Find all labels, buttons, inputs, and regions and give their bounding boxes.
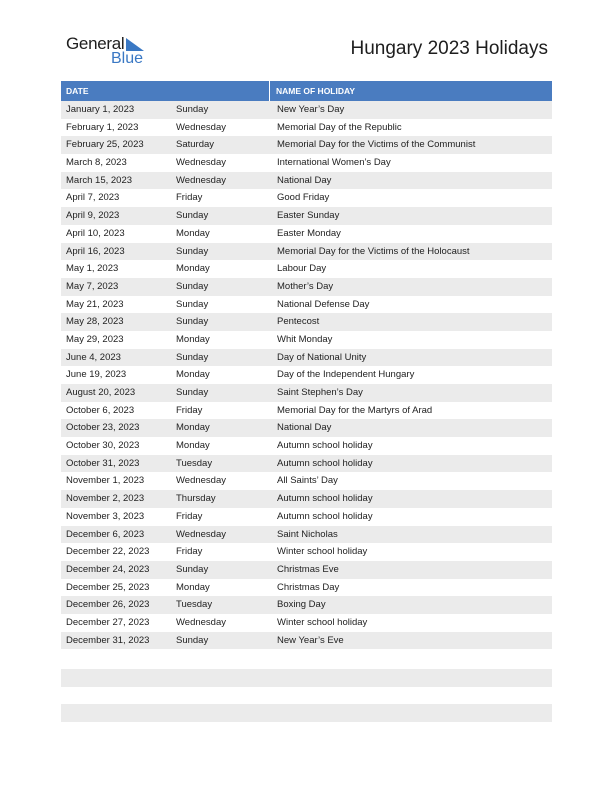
weekday-cell: Monday — [176, 581, 210, 593]
table-row — [61, 561, 552, 579]
table-row — [61, 260, 552, 278]
table-row — [61, 119, 552, 137]
date-cell: January 1, 2023 — [66, 104, 135, 115]
date-cell: May 21, 2023 — [66, 298, 124, 310]
holiday-name-cell: Autumn school holiday — [277, 493, 373, 505]
weekday-cell: Saturday — [176, 139, 215, 151]
date-cell: April 9, 2023 — [66, 210, 120, 222]
weekday-cell: Monday — [176, 440, 210, 452]
table-header — [61, 81, 552, 101]
holiday-name-cell: Day of the Independent Hungary — [277, 369, 415, 381]
holiday-name-cell: Good Friday — [277, 192, 330, 204]
weekday-cell: Monday — [176, 263, 210, 275]
date-cell: December 26, 2023 — [66, 599, 150, 611]
holiday-name-cell: Whit Monday — [277, 333, 333, 345]
date-cell: December 27, 2023 — [66, 616, 150, 628]
holiday-name-cell: Autumn school holiday — [277, 457, 373, 469]
weekday-cell: Wednesday — [176, 528, 226, 540]
date-cell: May 1, 2023 — [66, 263, 119, 275]
date-cell: November 3, 2023 — [66, 510, 145, 522]
date-cell: June 19, 2023 — [66, 369, 127, 381]
logo-text-blue: Blue — [111, 50, 144, 67]
table-row — [61, 189, 552, 207]
holiday-name-cell: National Day — [277, 174, 332, 186]
holiday-name-cell: Day of National Unity — [277, 351, 367, 363]
date-cell: May 28, 2023 — [66, 316, 124, 328]
weekday-cell: Wednesday — [176, 475, 226, 487]
holiday-name-cell: New Year’s Day — [277, 104, 345, 115]
holiday-name-cell: New Year’s Eve — [277, 634, 344, 646]
table-row — [61, 508, 552, 526]
table-row — [61, 136, 552, 154]
table-row — [61, 472, 552, 490]
table-row — [61, 543, 552, 561]
table-row — [61, 278, 552, 296]
date-cell: December 25, 2023 — [66, 581, 150, 593]
table-row — [61, 101, 552, 119]
table-row — [61, 349, 552, 367]
table-row — [61, 402, 552, 420]
date-cell: October 6, 2023 — [66, 404, 135, 416]
table-row — [61, 172, 552, 190]
weekday-cell: Wednesday — [176, 174, 226, 186]
holiday-name-cell: Pentecost — [277, 316, 320, 328]
table-row — [61, 455, 552, 473]
table-row — [61, 419, 552, 437]
date-cell: May 29, 2023 — [66, 333, 124, 345]
weekday-cell: Monday — [176, 422, 210, 434]
table-row — [61, 296, 552, 314]
holiday-name-cell: Christmas Eve — [277, 563, 339, 575]
weekday-cell: Wednesday — [176, 121, 226, 133]
date-cell: November 1, 2023 — [66, 475, 145, 487]
table-row — [61, 614, 552, 632]
table-row — [61, 313, 552, 331]
holiday-name-cell: Saint Nicholas — [277, 528, 338, 540]
weekday-cell: Wednesday — [176, 157, 226, 169]
date-cell: February 25, 2023 — [66, 139, 144, 151]
weekday-cell: Sunday — [176, 210, 209, 222]
date-cell: March 8, 2023 — [66, 157, 127, 169]
holiday-name-cell: Easter Sunday — [277, 210, 340, 222]
date-cell: December 31, 2023 — [66, 634, 150, 646]
date-cell: December 22, 2023 — [66, 546, 150, 558]
holiday-name-cell: Memorial Day for the Victims of the Communist — [277, 139, 476, 151]
weekday-cell: Wednesday — [176, 616, 226, 628]
table-row — [61, 225, 552, 243]
empty-row — [61, 669, 552, 687]
date-cell: December 6, 2023 — [66, 528, 145, 540]
date-cell: February 1, 2023 — [66, 121, 139, 133]
holiday-name-cell: Memorial Day for the Martyrs of Arad — [277, 404, 433, 416]
table-row — [61, 490, 552, 508]
table-row — [61, 632, 552, 650]
weekday-cell: Friday — [176, 404, 203, 416]
date-cell: November 2, 2023 — [66, 493, 145, 505]
column-header-name: NAME OF HOLIDAY — [276, 86, 356, 96]
logo-text-general: General — [66, 34, 125, 53]
page-title: Hungary 2023 Holidays — [350, 38, 548, 59]
holiday-name-cell: Labour Day — [277, 263, 327, 275]
date-cell: October 23, 2023 — [66, 422, 140, 434]
holiday-name-cell: Autumn school holiday — [277, 510, 373, 522]
holiday-name-cell: Easter Monday — [277, 227, 341, 239]
table-row — [61, 437, 552, 455]
date-cell: June 4, 2023 — [66, 351, 121, 363]
table-row — [61, 596, 552, 614]
holiday-name-cell: Saint Stephen’s Day — [277, 387, 363, 398]
weekday-cell: Sunday — [176, 316, 209, 328]
holiday-name-cell: Christmas Day — [277, 581, 340, 593]
weekday-cell: Sunday — [176, 298, 209, 310]
table-row — [61, 526, 552, 544]
holiday-name-cell: All Saints’ Day — [277, 475, 338, 487]
date-cell: August 20, 2023 — [66, 387, 136, 398]
weekday-cell: Monday — [176, 333, 210, 345]
table-row — [61, 243, 552, 261]
date-cell: April 7, 2023 — [66, 192, 120, 204]
holiday-name-cell: International Women’s Day — [277, 157, 391, 169]
table-row — [61, 384, 552, 402]
date-cell: May 7, 2023 — [66, 280, 119, 292]
weekday-cell: Sunday — [176, 280, 209, 292]
weekday-cell: Tuesday — [176, 457, 213, 469]
weekday-cell: Sunday — [176, 634, 209, 646]
table-row — [61, 154, 552, 172]
date-cell: April 10, 2023 — [66, 227, 125, 239]
date-cell: December 24, 2023 — [66, 563, 150, 575]
weekday-cell: Monday — [176, 369, 210, 381]
table-row — [61, 207, 552, 225]
date-cell: March 15, 2023 — [66, 174, 133, 186]
holiday-table — [61, 81, 552, 649]
column-header-date: DATE — [61, 81, 270, 101]
holiday-name-cell: Winter school holiday — [277, 546, 368, 558]
holiday-name-cell: Autumn school holiday — [277, 440, 373, 452]
table-row — [61, 579, 552, 597]
weekday-cell: Sunday — [176, 351, 209, 363]
weekday-cell: Thursday — [176, 493, 216, 505]
table-row — [61, 366, 552, 384]
empty-row — [61, 704, 552, 722]
holiday-name-cell: Memorial Day of the Republic — [277, 121, 402, 133]
holiday-name-cell: National Day — [277, 422, 332, 434]
weekday-cell: Sunday — [176, 563, 209, 575]
weekday-cell: Monday — [176, 227, 210, 239]
table-body — [61, 101, 552, 649]
date-cell: April 16, 2023 — [66, 245, 125, 257]
holiday-name-cell: Boxing Day — [277, 599, 326, 611]
weekday-cell: Friday — [176, 510, 203, 522]
weekday-cell: Tuesday — [176, 599, 213, 611]
weekday-cell: Sunday — [176, 387, 209, 398]
holiday-name-cell: Memorial Day for the Victims of the Holocaust — [277, 245, 470, 257]
date-cell: October 31, 2023 — [66, 457, 140, 469]
weekday-cell: Friday — [176, 192, 203, 204]
holiday-name-cell: Mother’s Day — [277, 280, 334, 292]
weekday-cell: Sunday — [176, 104, 209, 115]
generalblue-logo — [66, 34, 156, 70]
weekday-cell: Sunday — [176, 245, 209, 257]
holiday-name-cell: National Defense Day — [277, 298, 370, 310]
weekday-cell: Friday — [176, 546, 203, 558]
table-row — [61, 331, 552, 349]
date-cell: October 30, 2023 — [66, 440, 140, 452]
holiday-name-cell: Winter school holiday — [277, 616, 368, 628]
